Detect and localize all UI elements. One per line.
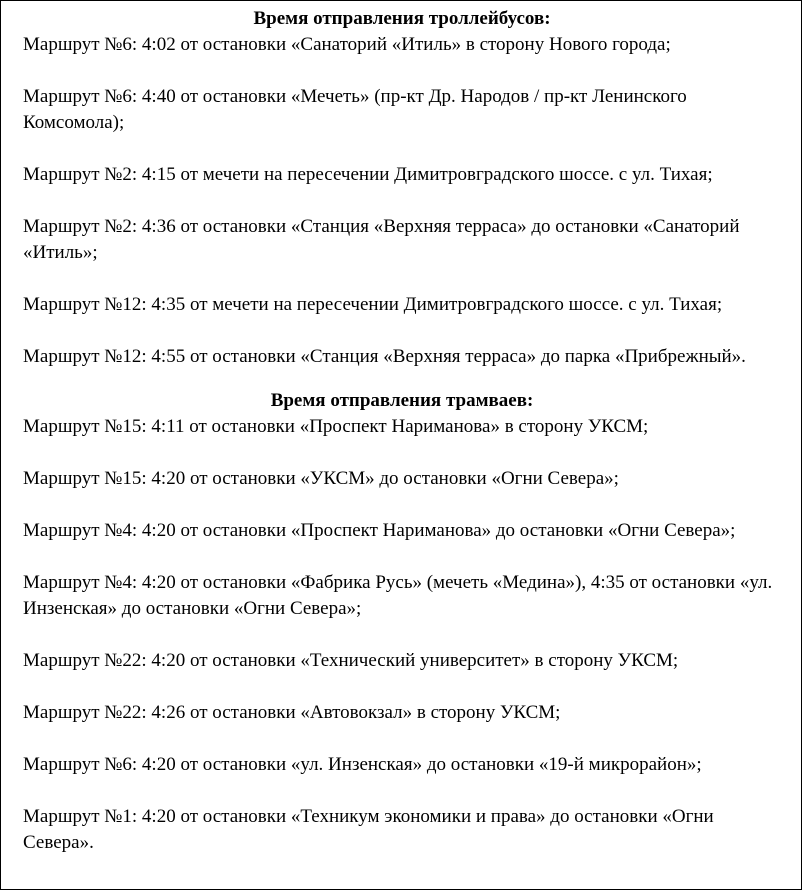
tram-route-entry: Маршрут №4: 4:20 от остановки «Проспект Нариманова» до остановки «Огни Севера»; bbox=[23, 520, 736, 541]
trolleybus-route-entry: Маршрут №12: 4:35 от мечети на пересечении Димитровградского шоссе. с ул. Тихая; bbox=[23, 294, 723, 315]
trolleybus-route-entry: Маршрут №12: 4:55 от остановки «Станция «Верхняя терраса» до парка «Прибрежный». bbox=[23, 346, 746, 367]
tram-route-entry: Маршрут №1: 4:20 от остановки «Техникум экономики и права» до остановки «Огни Севера». bbox=[23, 806, 714, 853]
trolleybus-heading: Время отправления троллейбусов: bbox=[253, 8, 551, 29]
tram-route-entry: Маршрут №4: 4:20 от остановки «Фабрика Русь» (мечеть «Медина»), 4:35 от остановки «ул. Инзенская» до остановки «Огни Севера»; bbox=[23, 572, 773, 619]
tram-route-entry: Маршрут №22: 4:26 от остановки «Автовокзал» в сторону УКСМ; bbox=[23, 702, 561, 723]
tram-route-entry: Маршрут №15: 4:11 от остановки «Проспект Нариманова» в сторону УКСМ; bbox=[23, 416, 649, 437]
trolleybus-route-entry: Маршрут №2: 4:15 от мечети на пересечении Димитровградского шоссе. с ул. Тихая; bbox=[23, 164, 713, 185]
trolleybus-route-entry: Маршрут №6: 4:40 от остановки «Мечеть» (пр-кт Др. Народов / пр-кт Ленинского Комсомола); bbox=[23, 86, 687, 133]
trolleybus-route-entry: Маршрут №6: 4:02 от остановки «Санаторий «Итиль» в сторону Нового города; bbox=[23, 34, 671, 55]
tram-route-entry: Маршрут №22: 4:20 от остановки «Технический университет» в сторону УКСМ; bbox=[23, 650, 679, 671]
trolleybus-route-entry: Маршрут №2: 4:36 от остановки «Станция «Верхняя терраса» до остановки «Санаторий «Итиль»; bbox=[23, 216, 740, 263]
tram-route-entry: Маршрут №6: 4:20 от остановки «ул. Инзенская» до остановки «19-й микрорайон»; bbox=[23, 754, 702, 775]
tram-section bbox=[23, 388, 781, 856]
tram-heading: Время отправления трамваев: bbox=[270, 390, 534, 411]
tram-route-entry: Маршрут №15: 4:20 от остановки «УКСМ» до остановки «Огни Севера»; bbox=[23, 468, 619, 489]
trolleybus-section bbox=[23, 6, 781, 370]
